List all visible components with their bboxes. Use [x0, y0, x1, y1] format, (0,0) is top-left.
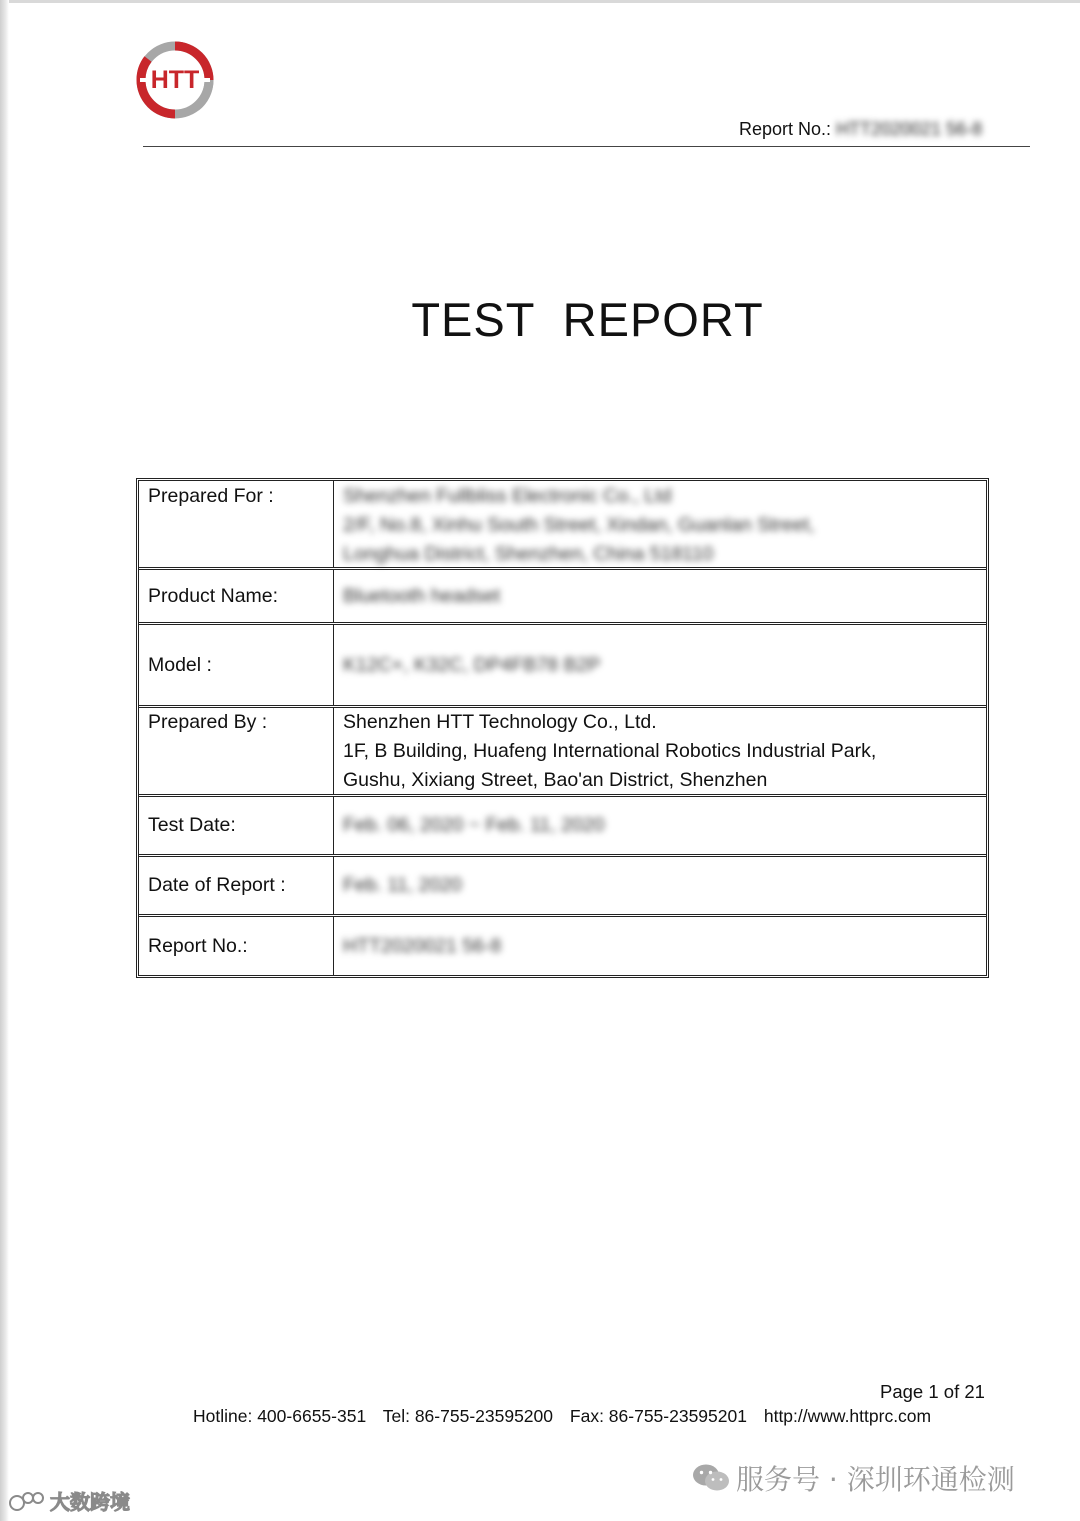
prepared-by-label: Prepared By : [139, 708, 334, 794]
report-no-value [334, 932, 986, 961]
footer-tel: Tel: 86-755-23595200 [382, 1406, 554, 1426]
footer-url[interactable]: http://www.httprc.com [763, 1406, 932, 1426]
row-product-name [139, 570, 986, 625]
footer-contact [193, 1406, 943, 1427]
prepared-by-line: Shenzhen HTT Technology Co., Ltd. [343, 711, 657, 733]
header-report-label: Report No.: [739, 119, 832, 139]
model-value [334, 651, 986, 680]
logo-text: HTT [150, 66, 200, 94]
model-label: Model : [139, 625, 334, 705]
wechat-icon [692, 1463, 730, 1500]
wechat-watermark-text: 服务号 · 深圳环通检测 [736, 1463, 1015, 1496]
header-divider [143, 146, 1030, 147]
date-of-report-text: Feb. 11, 2020 [343, 874, 462, 896]
corner-watermark-text: 大数跨境 [50, 1490, 130, 1514]
prepared-for-line: Shenzhen Fullbliss Electronic Co., Ltd [343, 485, 672, 507]
test-date-value [334, 811, 986, 840]
prepared-by-line: 1F, B Building, Huafeng International Robotics Industrial Park, [343, 740, 877, 762]
report-info-table [136, 478, 989, 978]
date-of-report-value [334, 871, 986, 900]
header-report-number [739, 119, 982, 140]
prepared-for-value [334, 481, 986, 567]
page-left-edge [0, 0, 9, 1521]
prepared-by-line: Gushu, Xixiang Street, Bao'an District, Shenzhen [343, 769, 768, 791]
row-prepared-by [139, 708, 986, 797]
watermark-logo-icon [8, 1489, 48, 1518]
page-title: TEST REPORT [411, 293, 764, 346]
prepared-for-line: 2/F, No.8, Xinhu South Street, Xindan, Guanlan Street, [343, 514, 815, 536]
product-name-text: Bluetooth headset [343, 584, 501, 607]
row-prepared-for [139, 481, 986, 570]
wechat-watermark [692, 1458, 1015, 1500]
product-name-label: Product Name: [139, 570, 334, 622]
footer-fax: Fax: 86-755-23595201 [569, 1406, 747, 1426]
report-no-text: HTT2020021 56-8 [343, 934, 502, 957]
prepared-by-value [334, 708, 986, 794]
row-model [139, 625, 986, 708]
footer-hotline: Hotline: 400-6655-351 [193, 1406, 367, 1426]
test-date-text: Feb. 06, 2020 ~ Feb. 11, 2020 [343, 814, 605, 836]
htt-logo [134, 39, 216, 121]
prepared-for-label: Prepared For : [139, 481, 334, 567]
row-date-of-report [139, 857, 986, 917]
corner-watermark [8, 1486, 130, 1518]
report-no-label: Report No.: [139, 917, 334, 975]
product-name-value [334, 582, 986, 611]
prepared-for-line: Longhua District, Shenzhen, China 518110 [343, 543, 714, 565]
page-top-edge [0, 0, 1080, 3]
row-report-no [139, 917, 986, 975]
page-number: Page 1 of 21 [880, 1381, 985, 1402]
header-report-value: HTT2020021 56-8 [836, 119, 983, 139]
test-date-label: Test Date: [139, 797, 334, 854]
model-text: K12C+, K32C, DP4FB78 B2P [343, 653, 601, 676]
row-test-date [139, 797, 986, 857]
date-of-report-label: Date of Report : [139, 857, 334, 914]
